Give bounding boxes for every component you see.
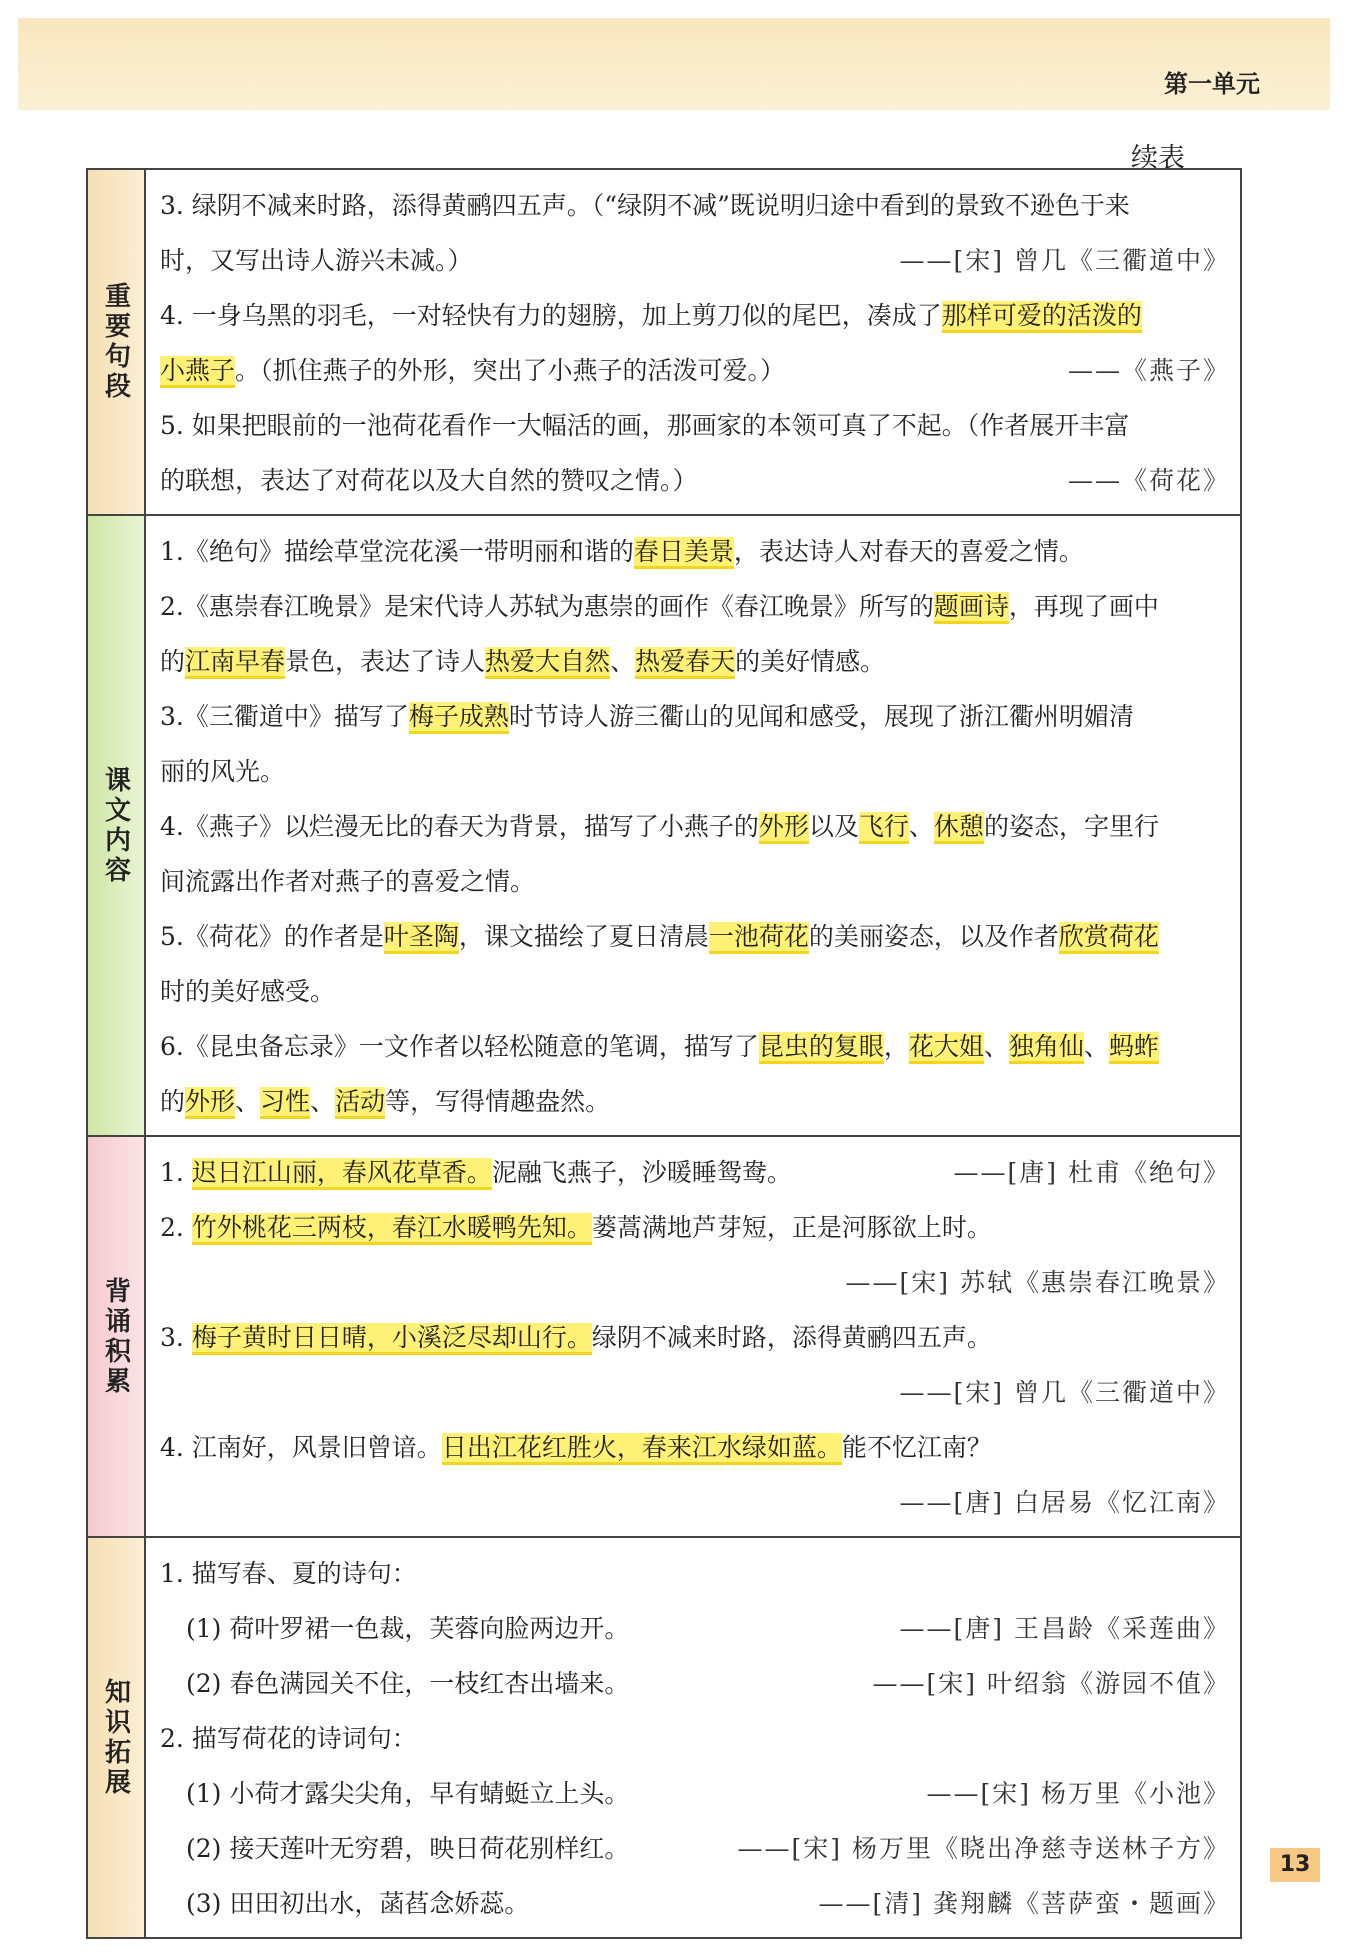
source-citation: ——[宋] 杨万里《晓出净慈寺送林子方》 (737, 1834, 1230, 1863)
section-label: 课文内容 (100, 765, 131, 886)
list-item (160, 1601, 1230, 1656)
item-text: 等，写得情趣盎然。 (385, 1087, 611, 1116)
highlight: 习性 (260, 1087, 311, 1116)
source-citation: ——[宋] 曾几《三衢道中》 (899, 1378, 1230, 1407)
section-recitation (88, 1137, 1240, 1538)
item-text: 景色，表达了诗人 (285, 647, 486, 676)
highlight: 题画诗 (933, 592, 1009, 621)
item-text: 、 (1083, 1032, 1109, 1061)
item-text: 、 (235, 1087, 261, 1116)
list-item (160, 1876, 1230, 1931)
item-text: 蒌蒿满地芦芽短，正是河豚欲上时。 (591, 1213, 992, 1242)
item-text: 1.《绝句》描绘草堂浣花溪一带明丽和谐的 (160, 537, 634, 566)
item-text: 间流露出作者对燕子的喜爱之情。 (160, 867, 536, 896)
list-item (160, 178, 1230, 233)
list-item (160, 689, 1230, 744)
item-text: ，课文描绘了夏日清晨 (458, 922, 709, 951)
item-text: (3) 田田初出水，菡萏念娇蕊。 (186, 1889, 530, 1918)
source-citation: ——[宋] 叶绍翁《游园不值》 (872, 1669, 1230, 1698)
highlight: 飞行 (858, 812, 909, 841)
section-important-sentences (88, 170, 1240, 516)
highlight: 梅子黄时日日晴，小溪泛尽却山行。 (191, 1323, 592, 1352)
section-label: 知识拓展 (100, 1677, 131, 1798)
section-label-box (88, 170, 146, 514)
list-item (160, 1019, 1230, 1074)
list-item (160, 744, 1230, 799)
item-text: 4. 一身乌黑的羽毛，一对轻快有力的翅膀，加上剪刀似的尾巴，凑成了 (160, 301, 942, 330)
highlight: 活动 (335, 1087, 386, 1116)
list-item (160, 634, 1230, 689)
page-number: 13 (1270, 1848, 1320, 1882)
source-citation: ——《荷花》 (1067, 466, 1230, 495)
item-text: ，表达诗人对春天的喜爱之情。 (733, 537, 1084, 566)
item-text: 能不忆江南？ (841, 1433, 992, 1462)
highlight: 花大姐 (908, 1032, 984, 1061)
list-item (160, 453, 1230, 508)
highlight: 休憩 (933, 812, 984, 841)
highlight: 梅子成熟 (408, 702, 509, 731)
list-item (160, 579, 1230, 634)
section-label: 重要句段 (100, 282, 131, 402)
content-table (86, 168, 1242, 1939)
item-text: 丽的风光。 (160, 757, 286, 786)
item-text: 以及 (808, 812, 859, 841)
highlight: 独角仙 (1008, 1032, 1084, 1061)
list-item (160, 288, 1230, 343)
item-text: (2) 春色满园关不住，一枝红杏出墙来。 (186, 1669, 630, 1698)
section-label-box (88, 1538, 146, 1937)
item-text: 时节诗人游三衢山的见闻和感受，展现了浙江衢州明媚清 (508, 702, 1134, 731)
list-item (160, 1420, 1230, 1475)
section-label-box (88, 1137, 146, 1536)
item-text: 4.《燕子》以烂漫无比的春天为背景，描写了小燕子的 (160, 812, 759, 841)
list-item (160, 1310, 1230, 1365)
item-text: 2. 描写荷花的诗词句： (160, 1724, 417, 1753)
highlight: 热爱春天 (635, 647, 736, 676)
highlight: 热爱大自然 (485, 647, 611, 676)
item-text: 的 (160, 1087, 186, 1116)
source-citation: ——[清] 龚翔麟《菩萨蛮・题画》 (818, 1889, 1230, 1918)
section-lesson-content (88, 516, 1240, 1137)
item-text: 1. (160, 1158, 192, 1187)
section-content (146, 1137, 1240, 1536)
list-item (160, 909, 1230, 964)
item-text: 6.《昆虫备忘录》一文作者以轻松随意的笔调，描写了 (160, 1032, 759, 1061)
list-item (160, 1711, 1230, 1766)
item-text: 的美好情感。 (735, 647, 886, 676)
list-item (160, 1200, 1230, 1255)
item-text: (2) 接天莲叶无穷碧，映日荷花别样红。 (186, 1834, 630, 1863)
item-text: 。（抓住燕子的外形，突出了小燕子的活泼可爱。） (235, 356, 786, 385)
highlight: 一池荷花 (708, 922, 809, 951)
item-text: 3. (160, 1323, 192, 1352)
list-item (160, 1145, 1230, 1200)
item-text: 2. (160, 1213, 192, 1242)
highlight: 小燕子 (160, 356, 236, 385)
highlight: 日出江花红胜火，春来江水绿如蓝。 (441, 1433, 842, 1462)
item-text: 3. 绿阴不减来时路，添得黄鹂四五声。（“绿阴不减”既说明归途中看到的景致不逊色于来 (160, 191, 1130, 220)
item-text: 的联想，表达了对荷花以及大自然的赞叹之情。） (160, 466, 698, 495)
highlight: 欣赏荷花 (1058, 922, 1159, 951)
source-citation: ——[宋] 曾几《三衢道中》 (899, 246, 1230, 275)
item-text: 绿阴不减来时路，添得黄鹂四五声。 (591, 1323, 992, 1352)
list-item (160, 854, 1230, 909)
item-text: 、 (310, 1087, 336, 1116)
item-text: 、 (610, 647, 636, 676)
list-item (160, 524, 1230, 579)
item-text: 泥融飞燕子，沙暖睡鸳鸯。 (491, 1158, 792, 1187)
list-item (160, 233, 1230, 288)
highlight: 那样可爱的活泼的 (941, 301, 1142, 330)
list-item (160, 343, 1230, 398)
item-text: (1) 小荷才露尖尖角，早有蜻蜓立上头。 (186, 1779, 630, 1808)
list-item (160, 1766, 1230, 1821)
highlight: 春日美景 (633, 537, 734, 566)
section-content (146, 516, 1240, 1135)
source-citation: ——[唐] 杜甫《绝句》 (953, 1158, 1230, 1187)
highlight: 蚂蚱 (1108, 1032, 1159, 1061)
highlight: 迟日江山丽，春风花草香。 (191, 1158, 492, 1187)
highlight: 叶圣陶 (383, 922, 459, 951)
highlight: 外形 (758, 812, 809, 841)
item-text: 时，又写出诗人游兴未减。） (160, 246, 473, 275)
list-item (160, 1546, 1230, 1601)
list-item (160, 398, 1230, 453)
item-text: 时的美好感受。 (160, 977, 336, 1006)
source-citation: ——《燕子》 (1067, 356, 1230, 385)
top-band (18, 18, 1330, 110)
item-text: 的 (160, 647, 186, 676)
item-text: 、 (983, 1032, 1009, 1061)
item-text: 4. 江南好，风景旧曾谙。 (160, 1433, 442, 1462)
item-text: (1) 荷叶罗裙一色裁，芙蓉向脸两边开。 (186, 1614, 630, 1643)
item-text: 5. 如果把眼前的一池荷花看作一大幅活的画，那画家的本领可真了不起。（作者展开丰富 (160, 411, 1130, 440)
item-text: 1. 描写春、夏的诗句： (160, 1559, 417, 1588)
item-text: 、 (908, 812, 934, 841)
highlight: 外形 (185, 1087, 236, 1116)
item-text: 2.《惠崇春江晚景》是宋代诗人苏轼为惠崇的画作《春江晚景》所写的 (160, 592, 934, 621)
highlight: 昆虫的复眼 (758, 1032, 884, 1061)
source-citation: ——[唐] 白居易《忆江南》 (899, 1488, 1230, 1517)
item-text: 5.《荷花》的作者是 (160, 922, 384, 951)
list-item (160, 1074, 1230, 1129)
section-content (146, 1538, 1240, 1937)
item-text: 的美丽姿态，以及作者 (808, 922, 1059, 951)
item-text: 3.《三衢道中》描写了 (160, 702, 409, 731)
section-content (146, 170, 1240, 514)
section-knowledge-extension (88, 1538, 1240, 1937)
item-text: 的姿态，字里行 (983, 812, 1159, 841)
item-text: ，再现了画中 (1008, 592, 1159, 621)
source-citation: ——[唐] 王昌龄《采莲曲》 (899, 1614, 1230, 1643)
section-label-box (88, 516, 146, 1135)
list-item (160, 1821, 1230, 1876)
section-label: 背诵积累 (100, 1276, 131, 1397)
item-text: ， (883, 1032, 909, 1061)
unit-label: 第一单元 (1164, 70, 1260, 98)
continued-label: 续表 (1131, 143, 1185, 174)
highlight: 竹外桃花三两枝，春江水暖鸭先知。 (191, 1213, 592, 1242)
highlight: 江南早春 (185, 647, 286, 676)
list-item (160, 799, 1230, 854)
source-citation: ——[宋] 苏轼《惠崇春江晚景》 (845, 1268, 1230, 1297)
list-item (160, 964, 1230, 1019)
list-item (160, 1656, 1230, 1711)
source-citation: ——[宋] 杨万里《小池》 (926, 1779, 1230, 1808)
